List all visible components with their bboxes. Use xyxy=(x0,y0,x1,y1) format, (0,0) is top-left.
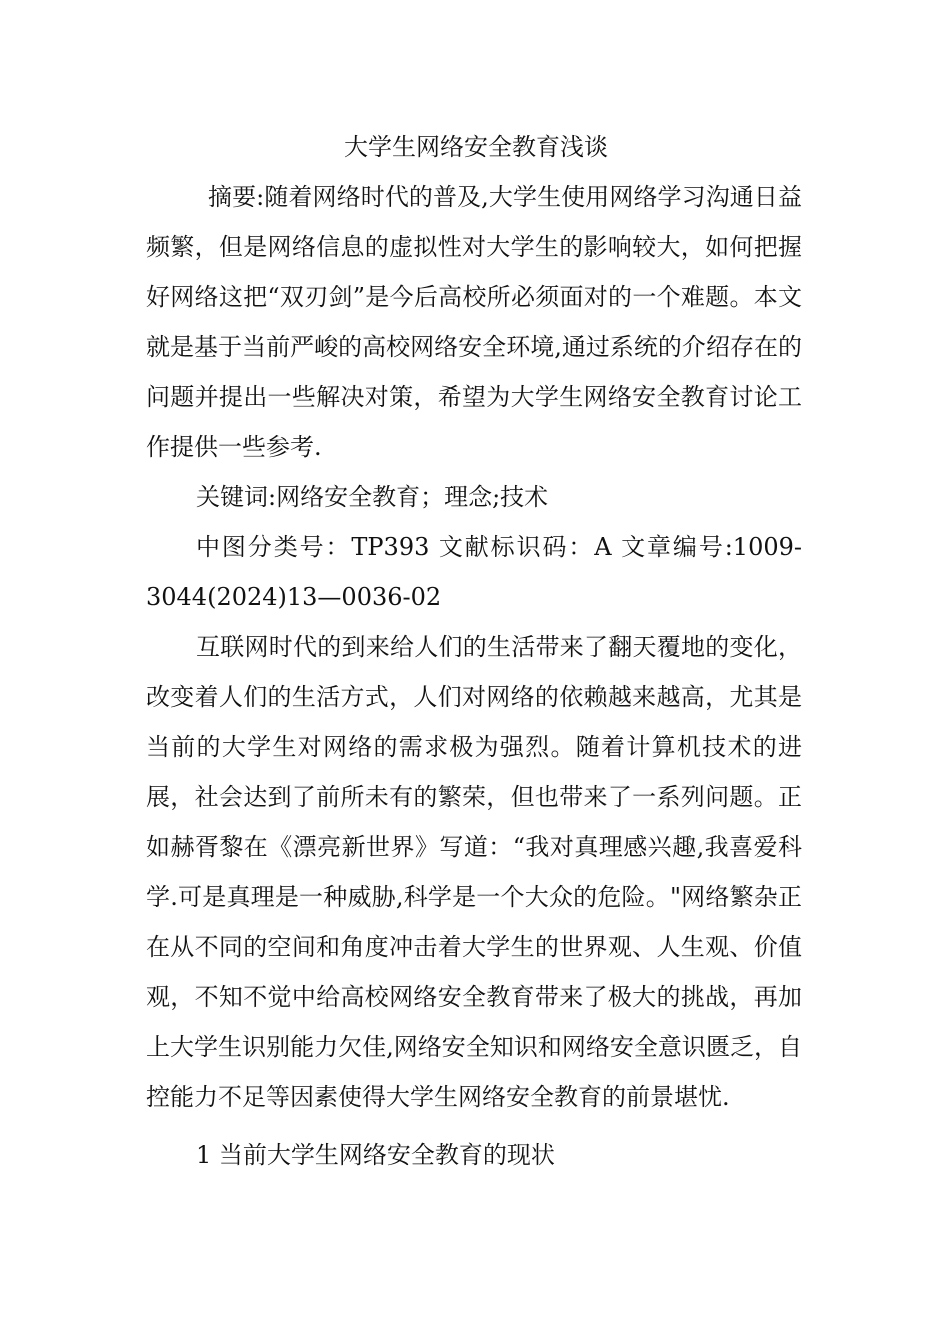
document-content xyxy=(146,122,802,1180)
document-title: 大学生网络安全教育浅谈 xyxy=(344,133,608,161)
section-heading: 1 当前大学生网络安全教育的现状 xyxy=(196,1141,555,1169)
keywords-line: 关键词:网络安全教育；理念;技术 xyxy=(196,483,549,511)
body-paragraph: 互联网时代的到来给人们的生活带来了翻天覆地的变化，改变着人们的生活方式，人们对网络的依赖越来越高，尤其是当前的大学生对网络的需求极为强烈。随着计算机技术的进展，社会达到了前所未有的繁荣，但也带来了一系列问题。正如赫胥黎在《漂亮新世界》写道：“我对真理感兴趣,我喜爱科学.可是真理是一种威胁,科学是一个大众的危险。"网络繁杂正在从不同的空间和角度冲击着大学生的世界观、人生观、价值观，不知不觉中给高校网络安全教育带来了极大的挑战，再加上大学生识别能力欠佳,网络安全知识和网络安全意识匮乏，自控能力不足等因素使得大学生网络安全教育的前景堪忧. xyxy=(146,633,802,1111)
abstract-paragraph: 摘要:随着网络时代的普及,大学生使用网络学习沟通日益频繁，但是网络信息的虚拟性对大学生的影响较大，如何把握好网络这把“双刃剑”是今后高校所必须面对的一个难题。本文就是基于当前严峻的高校网络安全环境,通过系统的介绍存在的问题并提出一些解决对策，希望为大学生网络安全教育讨论工作提供一些参考. xyxy=(146,183,802,461)
classification-line: 中图分类号：TP393 文献标识码：A 文章编号:1009-3044(2024)13—0036-02 xyxy=(146,533,802,611)
